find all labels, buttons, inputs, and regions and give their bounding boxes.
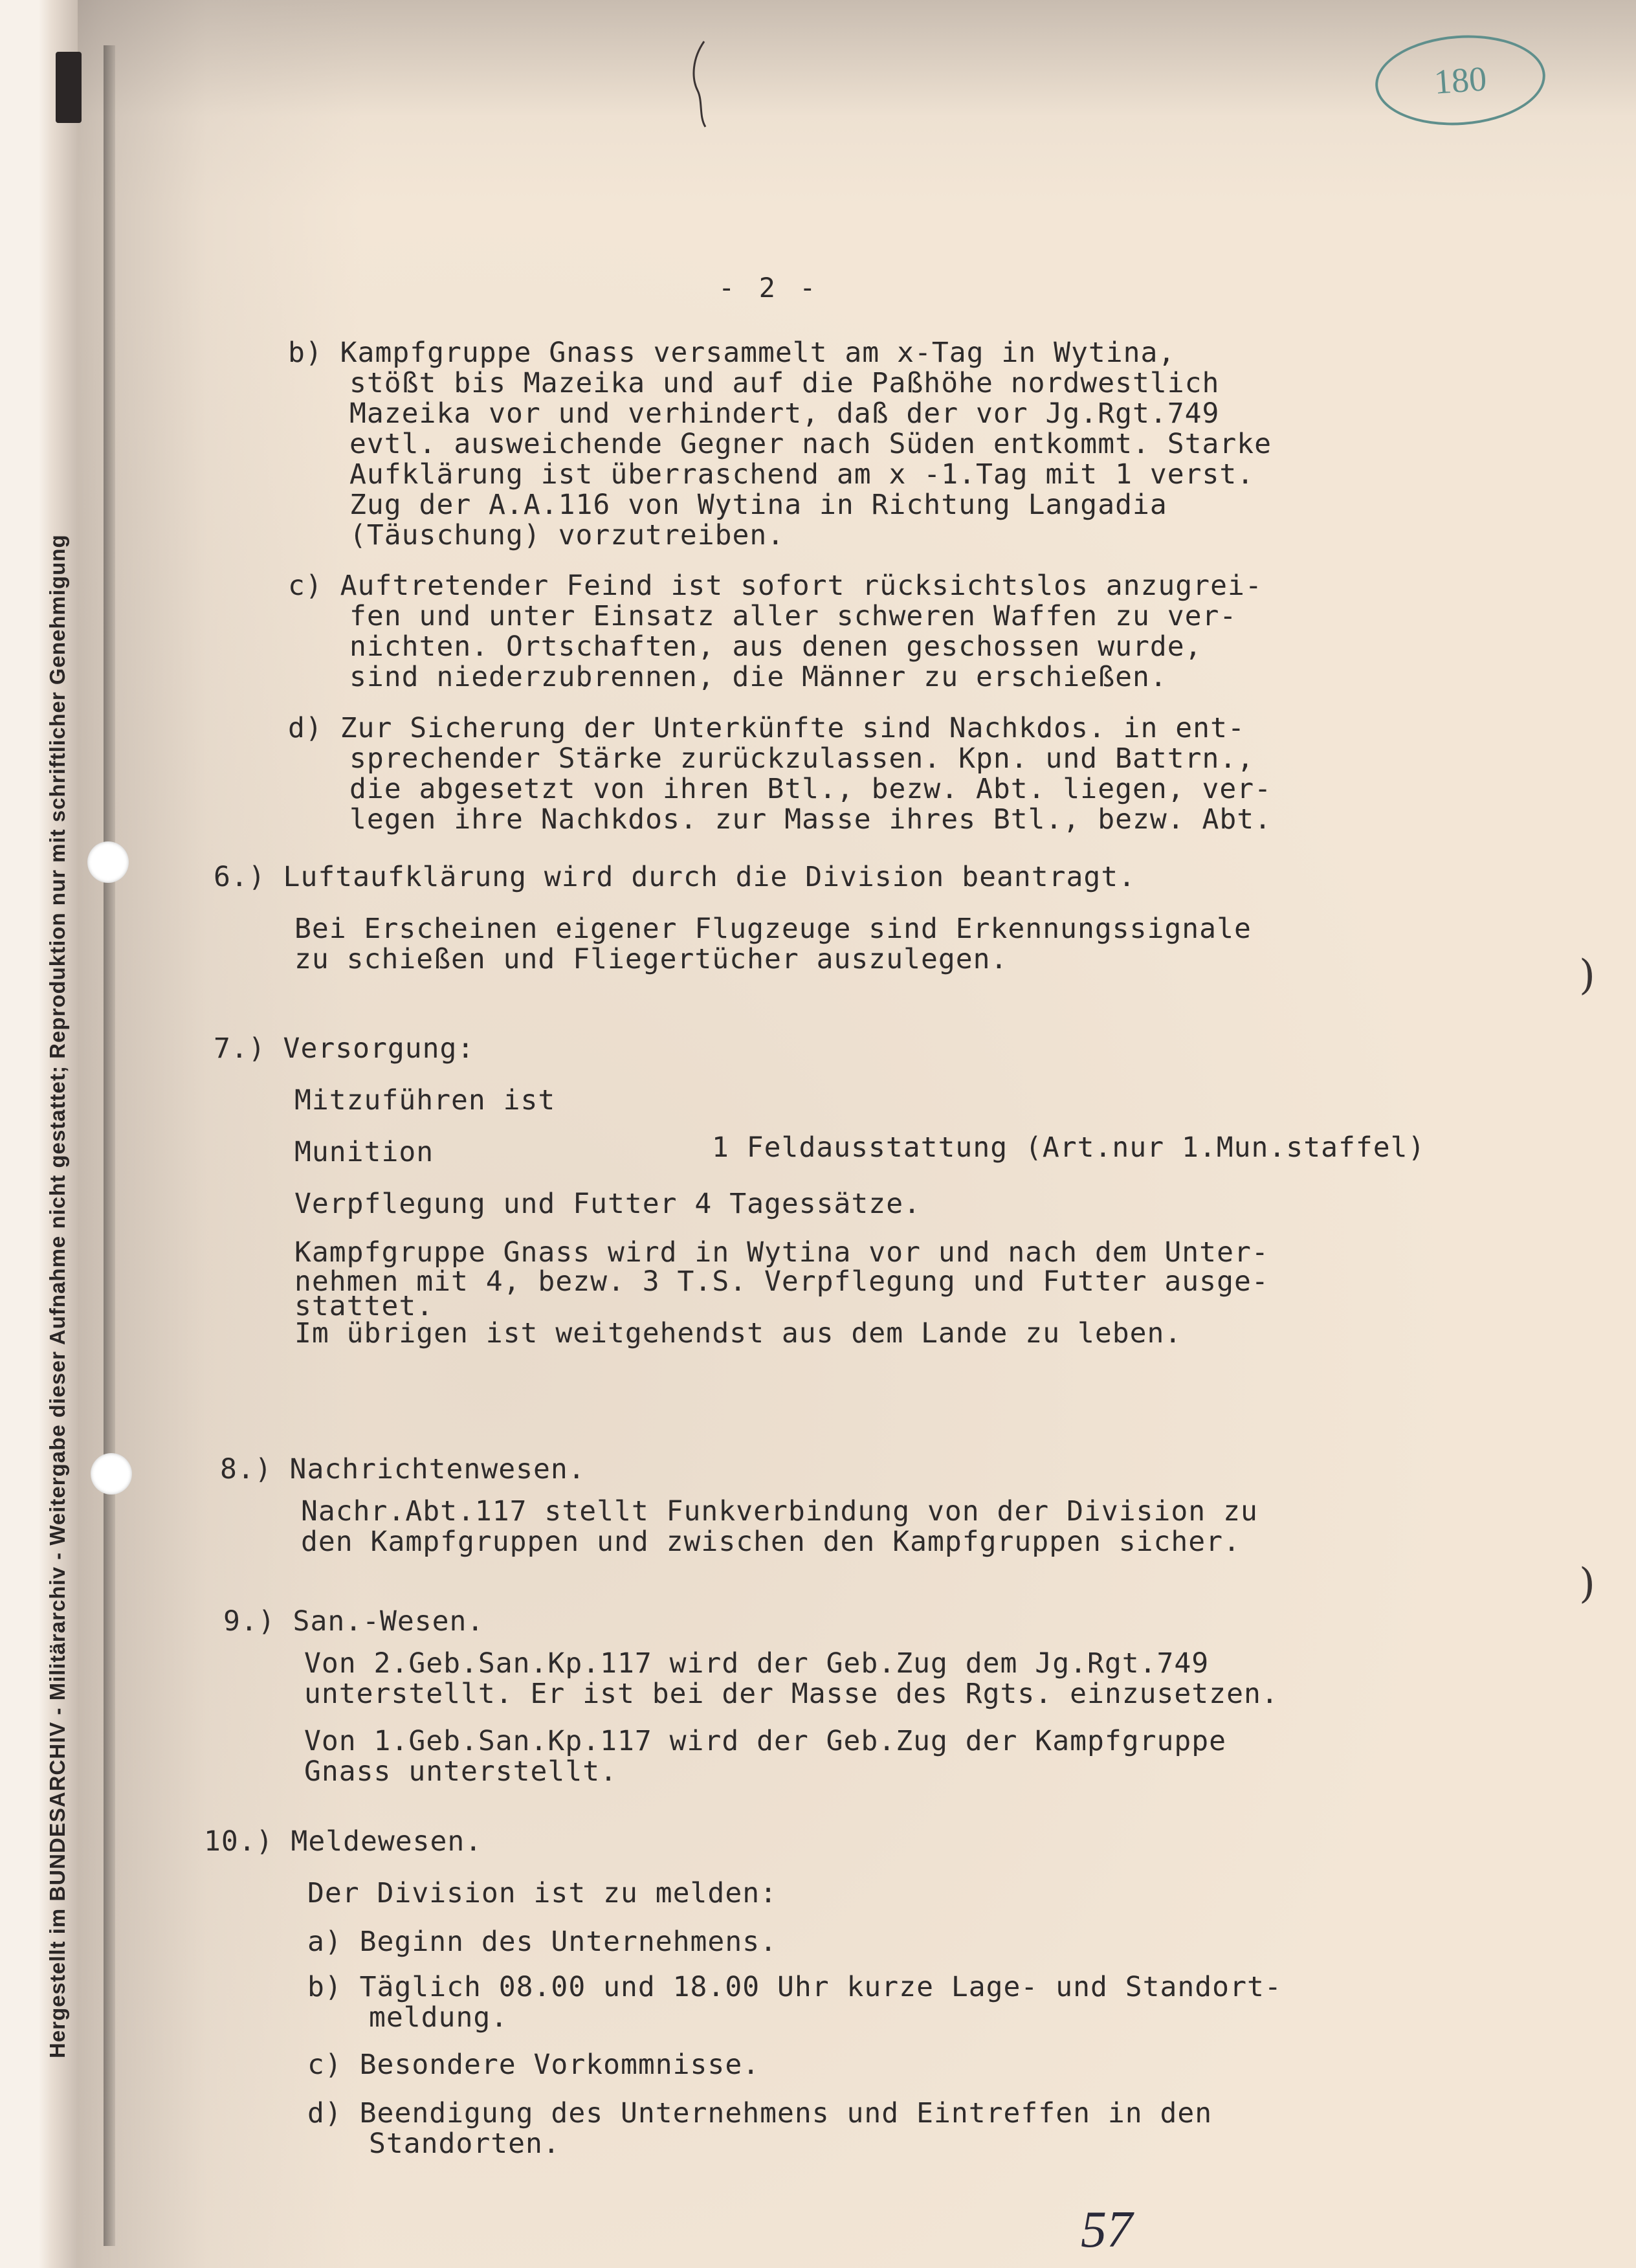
archive-number-stamp: 180 — [1373, 30, 1549, 131]
text-line: Der Division ist zu melden: — [307, 1877, 777, 1909]
text-line: stattet. — [294, 1290, 434, 1322]
edge-mark-top: ) — [1579, 951, 1595, 999]
text-line: die abgesetzt von ihren Btl., bezw. Abt. liegen, ver- — [349, 773, 1272, 805]
archive-stamp: Hergestellt im BUNDESARCHIV - Militärarchiv - Weitergabe dieser Aufnahme nicht gestattet; Reproduktion nur mit schriftlicher Genehmigung — [45, 534, 69, 2058]
text-line: legen ihre Nachkdos. zur Masse ihres Btl., bezw. Abt. — [349, 803, 1272, 836]
punch-hole-top — [87, 841, 129, 883]
text-line: den Kampfgruppen und zwischen den Kampfgruppen sicher. — [301, 1526, 1241, 1558]
text-line: Mitzuführen ist — [294, 1084, 556, 1117]
page-edge-shadow — [104, 45, 115, 2246]
section-heading: 10.) Meldewesen. — [204, 1825, 483, 1858]
corner-mark — [56, 52, 82, 123]
text-line: d) Zur Sicherung der Unterkünfte sind Nachkdos. in ent- — [288, 712, 1245, 744]
folio-number: 57 — [1081, 2201, 1133, 2258]
text-line: nehmen mit 4, bezw. 3 T.S. Verpflegung und Futter ausge- — [294, 1265, 1269, 1298]
text-line: Von 1.Geb.San.Kp.117 wird der Geb.Zug der Kampfgruppe — [304, 1725, 1227, 1757]
text-line: meldung. — [369, 2001, 509, 2034]
text-line: (Täuschung) vorzutreiben. — [349, 519, 785, 551]
text-line: Mazeika vor und verhindert, daß der vor Jg.Rgt.749 — [349, 397, 1220, 430]
section-heading: 7.) Versorgung: — [214, 1032, 475, 1065]
text-line: unterstellt. Er ist bei der Masse des Rgts. einzusetzen. — [304, 1678, 1279, 1710]
text-line: Standorten. — [369, 2128, 560, 2160]
text-line: sind niederzubrennen, die Männer zu erschießen. — [349, 661, 1167, 693]
text-line: c) Besondere Vorkommnisse. — [307, 2049, 760, 2081]
text-line: 1 Feldausstattung (Art.nur 1.Mun.staffel) — [712, 1131, 1426, 1164]
pen-mark — [686, 39, 712, 129]
text-line: b) Täglich 08.00 und 18.00 Uhr kurze Lage- und Standort- — [307, 1971, 1282, 2003]
text-line: Nachr.Abt.117 stellt Funkverbindung von der Division zu — [301, 1495, 1258, 1528]
text-line: b) Kampfgruppe Gnass versammelt am x-Tag in Wytina, — [288, 337, 1176, 369]
text-line: sprechender Stärke zurückzulassen. Kpn. und Battrn., — [349, 742, 1255, 775]
text-line: c) Auftretender Feind ist sofort rücksichtslos anzugrei- — [288, 570, 1263, 602]
text-line: Verpflegung und Futter 4 Tagessätze. — [294, 1188, 921, 1220]
text-line: Zug der A.A.116 von Wytina in Richtung Langadia — [349, 489, 1167, 521]
text-line: d) Beendigung des Unternehmens und Eintreffen in den — [307, 2097, 1213, 2129]
text-line: Aufklärung ist überraschend am x -1.Tag mit 1 verst. — [349, 458, 1255, 491]
text-line: fen und unter Einsatz aller schweren Waffen zu ver- — [349, 600, 1237, 632]
text-line: Bei Erscheinen eigener Flugzeuge sind Erkennungssignale — [294, 913, 1252, 945]
section-heading: 6.) Luftaufklärung wird durch die Division beantragt. — [214, 861, 1136, 893]
section-heading: 8.) Nachrichtenwesen. — [220, 1453, 586, 1485]
text-line: Von 2.Geb.San.Kp.117 wird der Geb.Zug dem Jg.Rgt.749 — [304, 1647, 1210, 1680]
text-line: Gnass unterstellt. — [304, 1755, 617, 1788]
text-line: evtl. ausweichende Gegner nach Süden entkommt. Starke — [349, 428, 1272, 460]
page-number: - 2 - — [718, 272, 820, 304]
punch-hole-bottom — [91, 1453, 132, 1495]
text-line: stößt bis Mazeika und auf die Paßhöhe nordwestlich — [349, 367, 1220, 399]
text-line: a) Beginn des Unternehmens. — [307, 1926, 777, 1958]
text-line: zu schießen und Fliegertücher auszulegen. — [294, 943, 1008, 975]
text-line: Munition — [294, 1136, 434, 1168]
text-line: Im übrigen ist weitgehendst aus dem Lande zu leben. — [294, 1317, 1182, 1350]
edge-mark-bottom: ) — [1579, 1560, 1595, 1608]
text-line: Kampfgruppe Gnass wird in Wytina vor und nach dem Unter- — [294, 1236, 1269, 1269]
text-line: nichten. Ortschaften, aus denen geschossen wurde, — [349, 630, 1202, 663]
section-heading: 9.) San.-Wesen. — [223, 1605, 485, 1638]
